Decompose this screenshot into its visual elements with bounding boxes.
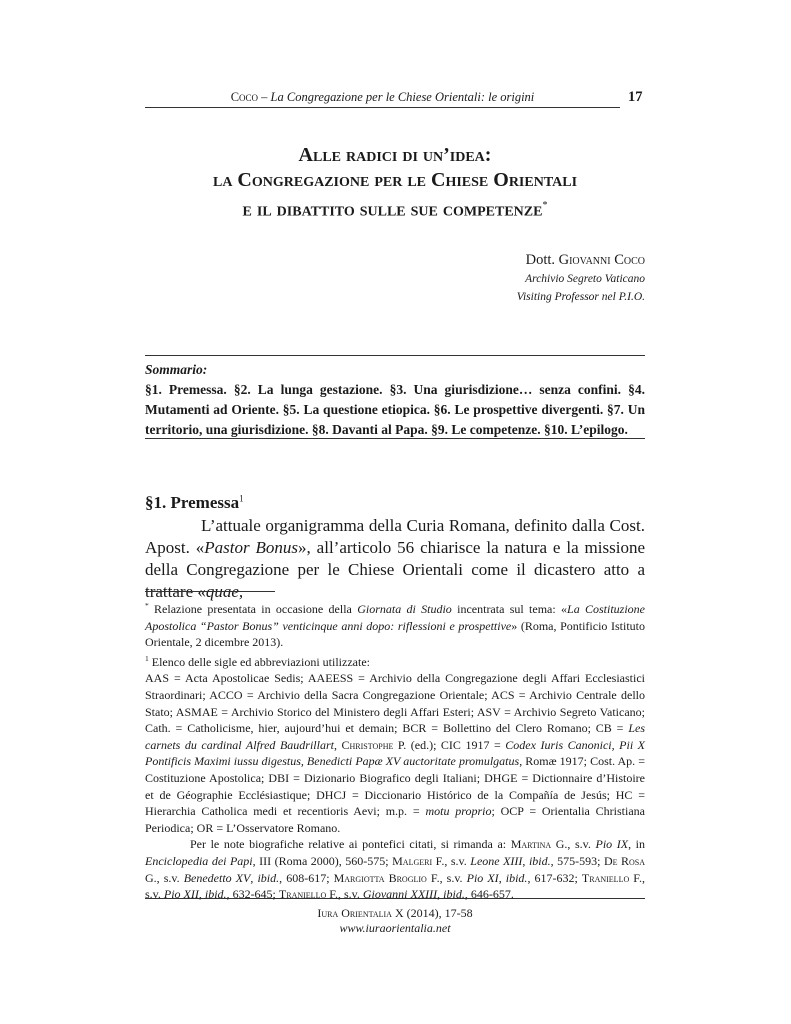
footnote-star-text: Giornata di Studio — [357, 602, 452, 616]
section-heading-text: §1. Premessa — [145, 493, 240, 512]
footnote-star — [145, 598, 645, 651]
footnote-1-mark: 1 — [145, 653, 149, 663]
footer-journal-issue: X (2014), 17-58 — [391, 906, 473, 920]
author-fullname: Giovanni Coco — [558, 252, 645, 268]
footnote-star-text: Relazione presentata in occasione della — [148, 602, 358, 616]
ref-text: Pio XII — [163, 887, 199, 902]
section-heading — [145, 493, 244, 513]
abbrev-text: , Romæ 1917; Cost. Ap. = Costituzione Apostolica; DBI = Dizionario Biografico degli Italiani; DHGE = Dictionnaire d’Histoire et de Géographie Ecclésiastique; DHCJ = Diccionario Histórico de la Compañía de Jesús; HC = Hierarchia Catholica medi et recentioris Aevi; m.p. = — [145, 754, 645, 819]
abbrev-text: , — [333, 737, 342, 752]
ref-text: Margiotta Broglio — [333, 870, 427, 885]
abbrev-text: P. (ed.); CIC 1917 = — [393, 737, 506, 752]
footer-journal — [145, 906, 645, 921]
footnote-star-mark: * — [145, 601, 149, 610]
article-title — [130, 143, 660, 223]
title-line-2: la Congregazione per le Chiese Orientali — [212, 169, 578, 191]
ref-text: , — [522, 853, 529, 868]
title-footnote-mark: * — [542, 200, 548, 211]
abbrev-text: Codex Iuris Canonici, Pii X Pontificis Maximi iussu digestus, Benedicti Papæ XV auctoritate promulgatus — [145, 737, 645, 769]
ref-text: , 632-645; — [226, 887, 279, 902]
ref-text: ibid. — [443, 887, 465, 902]
abbrev-text: AAS = Acta Apostolicae Sedis; AAEESS = Archivio della Congregazione degli Affari Ecclesiastici Straordinari; ACCO = Archivio della Sacra Congregazione Orientale; ACS = Archivio Centrale dello Stato; ASMAE = Archivio Storico del Ministero degli Affari Esteri; ASV = Archivio Segreto Vaticano; Cath. = Catholicisme, hier, aujourd’hui et demain; BCR = Bollettino del Clero Romano; CB = — [145, 671, 645, 736]
ref-text: G., s.v. — [551, 837, 596, 852]
footnote-rule — [145, 591, 275, 592]
ref-text: ibid. — [505, 870, 528, 885]
header-title: La Congregazione per le Chiese Orientali: le origini — [270, 90, 535, 104]
ref-text: , III (Roma 2000), 560-575; — [252, 853, 393, 868]
abbrev-text: motu proprio — [425, 804, 492, 819]
ref-text: ibid. — [204, 887, 227, 902]
footnote-star-text: » (Roma, Pontificio Istituto Orientale, 2 dicembre 2013). — [145, 618, 645, 650]
ref-text: Benedetto XV — [183, 870, 251, 885]
header-dash: – — [258, 90, 271, 104]
ref-text: , — [498, 870, 506, 885]
footer-rule — [145, 898, 645, 899]
ref-text: F., s.v. — [145, 870, 646, 902]
abbrev-text: Christophe — [341, 737, 394, 752]
ref-text: ibid. — [257, 870, 280, 885]
author-affiliation-1: Archivio Segreto Vaticano — [525, 273, 645, 285]
section-footnote-mark: 1 — [239, 493, 244, 504]
body-text-1: L’attuale organigramma della Curia Romana, definito dalla Cost. Apost. « — [145, 516, 645, 557]
body-text-3: », all’articolo 56 chiarisce la natura e la missione della Congregazione per le Chiese Orientali come il dicastero atto a trattare « — [145, 538, 646, 601]
ref-text: F., s.v. — [426, 870, 467, 885]
header-rule — [145, 107, 620, 108]
ref-text: , — [250, 870, 258, 885]
ref-text: De Rosa — [603, 853, 646, 868]
summary-label: Sommario: — [145, 362, 208, 377]
ref-text: Traniello — [278, 887, 327, 902]
ref-text: , 575-593; — [550, 853, 604, 868]
title-line-1: Alle radici di un’idea: — [298, 144, 492, 166]
author-name — [380, 250, 645, 270]
ref-text: Per le note biografiche relative ai pontefici citati, si rimanda a: — [190, 837, 511, 852]
body-text-4: quae, — [205, 582, 244, 601]
summary-top-rule — [145, 355, 645, 356]
summary-bottom-rule — [145, 438, 645, 439]
ref-text: F., s.v. — [326, 887, 363, 902]
ref-text: Giovanni XXIII — [362, 887, 438, 902]
footnotes — [145, 598, 645, 903]
ref-text: Malgeri — [392, 853, 433, 868]
ref-text: , in — [628, 837, 646, 852]
author-block — [380, 250, 645, 306]
ref-text: F., s.v. — [432, 853, 471, 868]
footnote-star-text: La Costituzione Apostolica “Pastor Bonus” venticinque anni dopo: riflessioni e prospettive — [145, 602, 646, 633]
abbrev-text: ; OCP = Orientalia Christiana Periodica; OR = L’Osservatore Romano. — [145, 804, 645, 835]
ref-text: Traniello — [581, 870, 630, 885]
ref-text: G., s.v. — [145, 870, 184, 885]
footer-journal-name: Iura Orientalia — [317, 906, 392, 920]
footnote-1-references — [145, 836, 645, 902]
footnote-1-abbreviations — [145, 670, 645, 836]
body-paragraph — [145, 515, 645, 603]
footnote-1-intro — [145, 651, 645, 671]
ref-text: Martina — [510, 837, 552, 852]
ref-text: Pio IX — [595, 837, 629, 852]
running-header — [145, 90, 620, 105]
author-affiliation-2: Visiting Professor nel P.I.O. — [516, 291, 645, 303]
ref-text: Enciclopedia dei Papi — [145, 853, 253, 868]
ref-text: Pio XI — [466, 870, 499, 885]
header-author: Coco — [230, 90, 259, 104]
ref-text: ibid. — [528, 853, 551, 868]
ref-text: Leone XIII — [470, 853, 523, 868]
footnote-1-text: Elenco delle sigle ed abbreviazioni utilizzate: — [148, 654, 370, 669]
ref-text: , 646-657. — [464, 887, 514, 902]
page-number: 17 — [628, 89, 643, 105]
ref-text: , 608-617; — [279, 870, 334, 885]
ref-text: , — [437, 887, 444, 902]
body-text-2: Pastor Bonus — [204, 538, 299, 557]
ref-text: , 617-632; — [527, 870, 582, 885]
abbrev-text: Les carnets du cardinal Alfred Baudrillart — [145, 721, 645, 752]
author-prefix: Dott. — [525, 252, 559, 268]
summary-text: §1. Premessa. §2. La lunga gestazione. §3. Una giurisdizione… senza confini. §4. Mutamenti ad Oriente. §5. La questione etiopica. §6. Le prospettive divergenti. §7. Un territorio, una giurisdizione. §8. Davanti al Papa. §9. Le competenze. §10. L’epilogo. — [145, 382, 645, 437]
footer-url-link[interactable]: www.iuraorientalia.net — [339, 921, 451, 935]
ref-text: , — [198, 887, 205, 902]
title-line-3 — [130, 193, 660, 223]
title-line-3-text: e il dibattito sulle sue competenze — [242, 198, 543, 221]
footnote-star-text: incentrata sul tema: « — [451, 602, 568, 616]
